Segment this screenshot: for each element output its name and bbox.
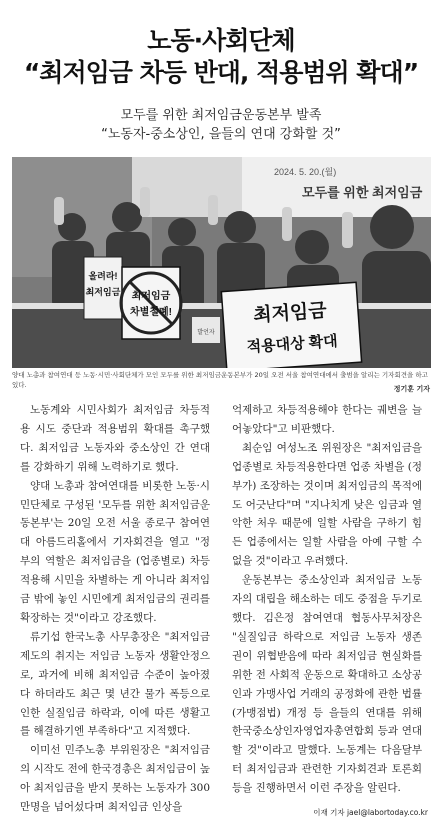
svg-text:최저임금: 최저임금 xyxy=(131,291,171,302)
sign-left xyxy=(84,257,122,319)
paragraph: 운동본부는 중소상인과 최저임금 노동자의 대립을 해소하는 데도 중점을 두기로 했다. 김은정 참여연대 협동사무처장은 "실질임금 하락으로 저임금 노동자 생존권이 위협받음에 따라 최저임금 현실화를 위한 전 사회적 운동으로 확대하고 소상공인과 가맹사업 거래의 공정화에 관한 법률(가맹점법) 개정 등 을들의 연대를 위해 한국중소상인자영업자총연합회 등과 연대할 것"이라고 말했다. 노동계는 다음달부터 최저임금과 관련한 기자회견과 토론회 등을 진행하면서 이런 주장을 알린다. xyxy=(232,574,422,795)
article-column-left xyxy=(20,401,210,817)
photo-credit: 정기훈 기자 xyxy=(393,385,430,393)
svg-text:올려라!: 올려라! xyxy=(88,271,118,281)
banner-title: 모두를 위한 최저임금 xyxy=(302,185,423,200)
paragraph: 억제하고 차등적용해야 한다는 궤변을 늘어놓았다"고 비판했다. xyxy=(232,404,422,435)
svg-text:최저임금: 최저임금 xyxy=(252,300,328,327)
svg-text:최저임금: 최저임금 xyxy=(85,287,121,297)
subheadline-line1: 모두를 위한 최저임금운동본부 발족 xyxy=(120,108,322,123)
photo-illustration xyxy=(12,157,431,368)
nameplate: 발언자 xyxy=(197,330,215,336)
svg-text:차별철폐!: 차별철폐! xyxy=(130,307,172,318)
paragraph: 노동계와 시민사회가 최저임금 차등적용 시도 중단과 적용범위 확대를 촉구했다. 최저임금 노동자와 중소상인 간 연대를 강화하기 위해 노력하기로 했다. xyxy=(20,404,210,473)
photo-caption: 양대 노총과 참여연대 등 노동·시민·사회단체가 모인 모두를 위한 최저임금운동본부가 20일 오전 서울 참여연대에서 출범을 알리는 기자회견을 하고 있다. xyxy=(12,371,428,389)
headline-line2: “최저임금 차등 반대, 적용범위 확대” xyxy=(23,58,419,87)
press-conference-photo xyxy=(12,157,431,368)
subheadline-line2: “노동자-중소상인, 을들의 연대 강화할 것” xyxy=(101,127,341,142)
paragraph: 이미선 민주노총 부위원장은 "최저임금의 시작도 전에 한국경총은 최저임금이 높아 최저임금을 받지 못하는 노동자가 300만명을 넘어섰다며 최저임금 인상을 xyxy=(20,744,210,814)
paragraph: 최순임 여성노조 위원장은 "최저임금을 업종별로 차등적용한다면 업종 차별을 (정부가) 조장하는 것이며 최저임금의 목적에도 어긋난다"며 "지나치게 낮은 임금과 열악한 처우 때문에 일할 사람을 구하기 힘든 업종에서는 일할 사람을 아예 구할 수 없을 것"이라고 우려했다. xyxy=(232,441,422,568)
sign-right xyxy=(221,282,361,368)
headline-line1: 노동·사회단체 xyxy=(147,26,295,55)
article-column-right xyxy=(232,401,422,798)
paragraph: 양대 노총과 참여연대를 비롯한 노동·시민단체로 구성된 '모두를 위한 최저임금운동본부'는 20일 오전 서울 종로구 참여연대 아름드리홀에서 기자회견을 열고 "정부의 역할은 최저임금을 (업종별로) 차등적용해 시민을 차별하는 게 아니라 최저임금 밖에 놓인 시민에게 최저임금의 권리를 확장하는 것"이라고 강조했다. xyxy=(20,479,210,624)
sign-middle xyxy=(121,267,181,339)
svg-text:적용대상 확대: 적용대상 확대 xyxy=(246,332,339,357)
byline: 이재 기자 jael@labortoday.co.kr xyxy=(313,808,428,817)
banner-date: 2024. 5. 20.(월) xyxy=(274,167,337,177)
paragraph: 류기섭 한국노총 사무총장은 "최저임금제도의 취지는 저임금 노동자 생활안정으로, 과거에 비해 최저임금 수준이 높아졌다 하더라도 최근 몇 년간 물가 폭등으로 인한 실질임금 하락과, 이에 따른 생활고를 해결하기엔 부족하다"고 지적했다. xyxy=(20,630,210,738)
